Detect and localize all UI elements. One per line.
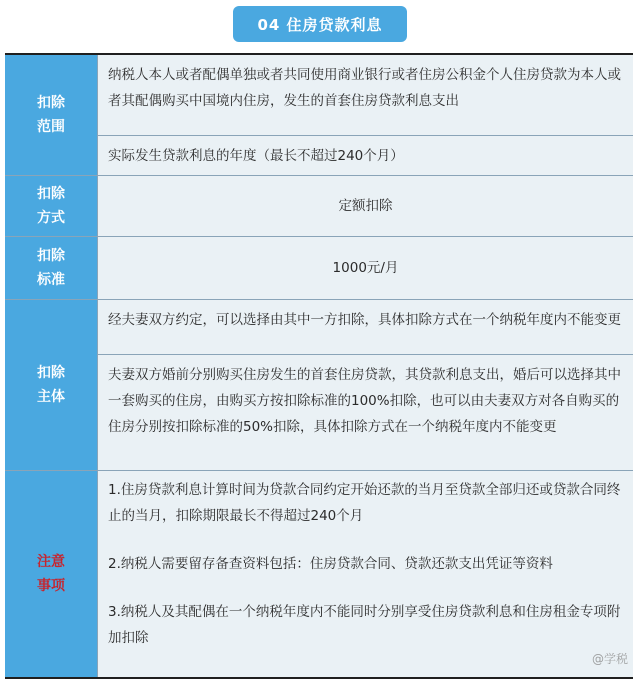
label-method: 扣除方式 xyxy=(5,176,98,236)
notes-cell xyxy=(98,471,633,657)
label-notes: 注意事项 xyxy=(5,471,98,677)
subject-text-1: 经夫妻双方约定，可以选择由其中一方扣除，具体扣除方式在一个纳税年度内不能变更 xyxy=(98,300,633,355)
subject-text-2: 夫妻双方婚前分别购买住房发生的首套住房贷款，其贷款利息支出，婚后可以选择其中一套购买的住房，由购买方按扣除标准的100%扣除，也可以由夫妻双方对各自购买的住房分别按扣除标准的50%扣除，具体扣除方式在一个纳税年度内不能变更 xyxy=(108,367,621,435)
row-standard xyxy=(5,237,633,300)
title-area xyxy=(0,0,640,50)
scope-text-2: 实际发生贷款利息的年度（最长不超过240个月） xyxy=(108,148,404,164)
content-method xyxy=(98,176,633,236)
note-2: 2.纳税人需要留存备查资料包括：住房贷款合同、贷款还款支出凭证等资料 xyxy=(108,556,553,572)
label-standard: 扣除标准 xyxy=(5,237,98,299)
row-notes xyxy=(5,471,633,679)
watermark: @学税 xyxy=(591,652,628,666)
row-subject xyxy=(5,300,633,471)
content-standard xyxy=(98,237,633,299)
label-scope: 扣除范围 xyxy=(5,55,98,175)
section-title: 04 住房贷款利息 xyxy=(233,6,407,42)
note-1: 1.住房贷款利息计算时间为贷款合同约定开始还款的当月至贷款全部归还或贷款合同终止的当月，扣除期限最长不得超过240个月 xyxy=(108,482,621,524)
method-text: 定额扣除 xyxy=(338,198,393,214)
row-method xyxy=(5,176,633,237)
label-subject: 扣除主体 xyxy=(5,300,98,470)
content-subject xyxy=(98,300,633,470)
scope-text-1: 纳税人本人或者配偶单独或者共同使用商业银行或者住房公积金个人住房贷款为本人或者其配偶购买中国境内住房，发生的首套住房贷款利息支出 xyxy=(98,55,633,136)
standard-text: 1000元/月 xyxy=(332,260,399,276)
content-scope xyxy=(98,55,633,175)
deduction-table xyxy=(5,53,633,679)
content-notes xyxy=(98,471,633,677)
note-3: 3.纳税人及其配偶在一个纳税年度内不能同时分别享受住房贷款利息和住房租金专项附加扣除 xyxy=(108,604,621,646)
row-scope xyxy=(5,55,633,176)
